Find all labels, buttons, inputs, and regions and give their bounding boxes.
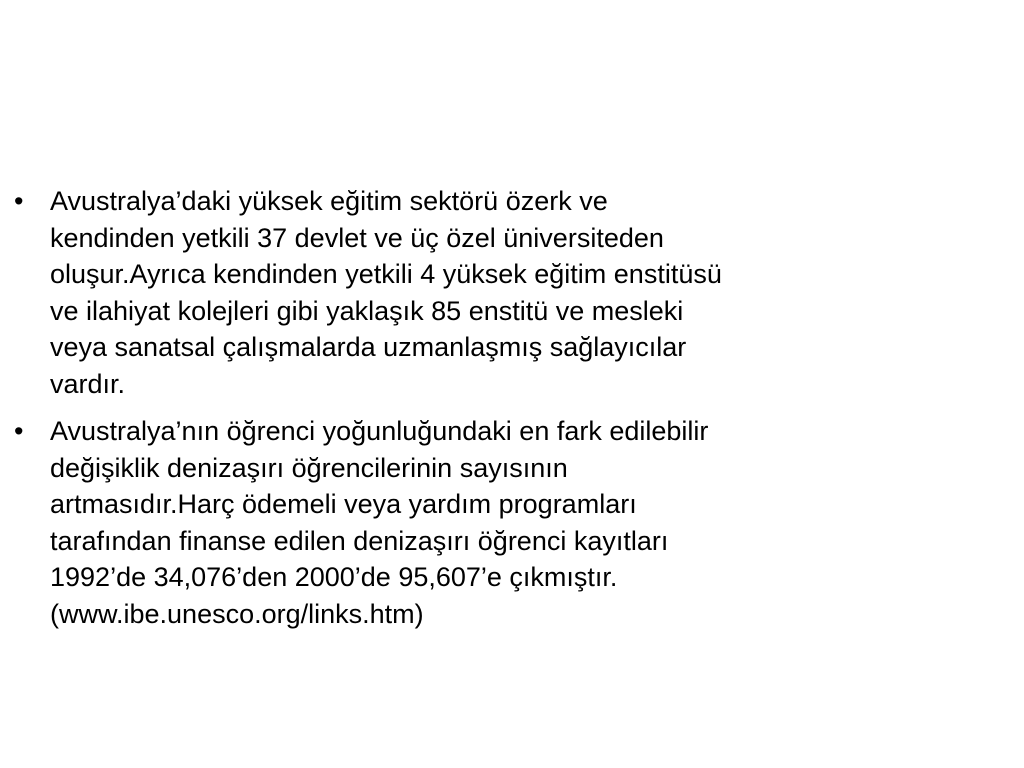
bullet-1-line-1: Avustralya’daki yüksek eğitim sektörü özerk ve [50,186,608,216]
bullet-2-line-5: 1992’de 34,076’den 2000’de 95,607’e çıkmıştır. [50,562,618,592]
bullet-2-line-3: artmasıdır.Harç ödemeli veya yardım programları [50,489,637,519]
bullet-icon: • [14,416,24,446]
bullet-1-line-4: ve ilahiyat kolejleri gibi yaklaşık 85 enstitü ve mesleki [50,295,684,326]
bullet-1-line-2: kendinden yetkili 37 devlet ve üç özel üniversiteden [50,222,664,253]
bullet-2-line-4: tarafından finanse edilen denizaşırı öğrenci kayıtları [50,525,669,556]
bullet-1-line-3: oluşur.Ayrıca kendinden yetkili 4 yüksek eğitim enstitüsü [50,259,722,289]
bullet-2-line-2: değişiklik denizaşırı öğrencilerinin sayısının [50,452,568,483]
bullet-list [14,183,914,643]
bullet-1-line-6: vardır. [50,368,126,399]
bullet-icon: • [14,186,24,216]
bullet-item-2 [14,413,914,632]
bullet-item-1 [14,183,914,402]
bullet-2-line-1: Avustralya’nın öğrenci yoğunluğundaki en fark edilebilir [50,416,709,446]
bullet-2-line-6: (www.ibe.unesco.org/links.htm) [50,598,424,629]
bullet-1-line-5: veya sanatsal çalışmalarda uzmanlaşmış sağlayıcılar [50,332,687,362]
